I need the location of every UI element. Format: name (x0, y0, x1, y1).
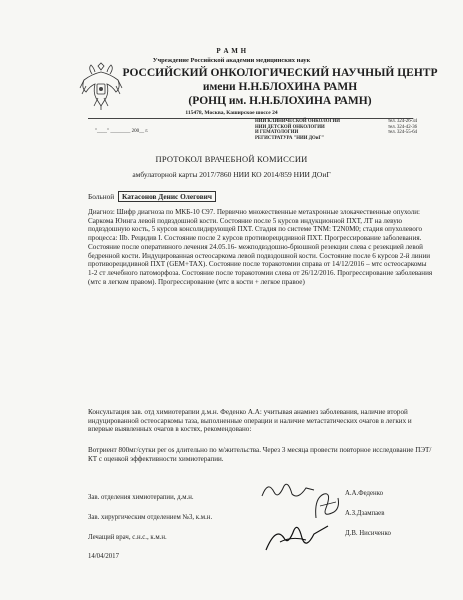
dept-line: РЕГИСТРАТУРА "НИИ ДОиГ" (255, 135, 325, 141)
phones-block (388, 119, 417, 136)
phone-line: тел. 324-26-34 (388, 119, 418, 124)
dept-line: НИИ ДЕТСКОЙ ОНКОЛОГИИ (255, 124, 325, 130)
signature-role-2: Зав. хирургическим отделением №3, к.м.н. (88, 514, 213, 521)
dept-line: НИИ КЛИНИЧЕСКОЙ ОНКОЛОГИИ (255, 119, 340, 124)
protocol-title: ПРОТОКОЛ ВРАЧЕБНОЙ КОМИССИИ (155, 154, 308, 164)
signature-scribble-1 (258, 478, 318, 502)
patient-line (88, 191, 216, 202)
institution-line: Учреждение Российской академии медицинских наук (152, 57, 311, 64)
org-acronym: Р А М Н (216, 47, 247, 55)
patient-name: Катасонов Денис Олегович (118, 191, 216, 202)
dept-line: И ГЕМАТОЛОГИИ (255, 130, 299, 136)
signature-role-1: Зав. отделения химиотерапии, д.м.н. (88, 494, 194, 501)
header-divider (88, 118, 413, 119)
org-address: 115478, Москва, Каширское шоссе 24 (185, 110, 278, 116)
signature-name-1: А.А.Феденко (345, 490, 383, 497)
phone-line: тел. 324-42-36 (388, 124, 418, 130)
recommendation-text: Вотриент 800мг/сутки per os длительно по м/жительства. Через 3 месяца провести повторное исследование ПЭТ/КТ с оценкой эффективности химиотерапии. (88, 446, 432, 463)
card-number: амбулаторной карты 2017/7860 НИИ КО 2014/859 НИИ ДОиГ (132, 170, 331, 179)
date-blank: "____" ________ 200__ г. (95, 129, 149, 134)
signature-name-2: А.З.Дзампаев (345, 510, 385, 517)
org-title-line1: РОССИЙСКИЙ ОНКОЛОГИЧЕСКИЙ НАУЧНЫЙ ЦЕНТР (122, 67, 438, 79)
signature-scribble-3 (262, 520, 332, 556)
phone-line: тел. 324-55-64 (388, 130, 418, 136)
diagnosis-text: Диагноз: Шифр диагноза по МКБ-10 С97. Первично множественные метахронные злокачественные опухоли: Саркома Юинга левой подвздошной кости. Состояние после 5 курсов индукционной ПХТ, ЛТ на левую подвздошную кость, 5 курсов консолидирующей ПХТ. Стадия по системе TNM: T2N0M0; стадия опухолевого процесса: IIb. Рецидив I. Состояние после 2 курсов противорецидивной ПХТ. Прогрессирование заболевания. Состояние после оперативного лечения 24.05.16- межподвздошно-брюшной резекции слева с резекцией левой бедренной кости. Индуцированная остеосаркома левой подвздошной кости. Состояние после 6 курсов 2-й линии противорецидивной ПХТ (GEM+TAX). Состояние после торакотомии справа от 14/12/2016 – мтс остеосаркомы 1-2 ст лечебного патоморфоза. Состояние после торакотомии слева от 26/12/2016. Прогрессирование заболевания (мтс в легком правом). Прогрессирование (мтс в кости + легкое правое) (88, 208, 433, 286)
signature-role-3: Лечащий врач, с.н.с., к.м.н. (88, 534, 167, 541)
signature-scribble-2 (310, 488, 344, 524)
document-date: 14/04/2017 (88, 553, 119, 560)
consultation-text: Консультация зав. отд химиотерапии д.м.н. Феденко А.А: учитывая анамнез заболевания, наличие второй индуцированной остеосаркомы таза, выполненные операции и наличие метастатических очагов в легких и впервые выявленных очагов в костях, рекомендовано: (88, 408, 412, 434)
org-title-line2: имени Н.Н.БЛОХИНА РАМН (202, 81, 358, 93)
patient-label: Больной (88, 192, 115, 201)
signature-name-3: Д.В. Нисиченко (345, 530, 391, 537)
department-block (255, 119, 340, 141)
org-title-line3: (РОНЦ им. Н.Н.БЛОХИНА РАМН) (188, 95, 372, 107)
